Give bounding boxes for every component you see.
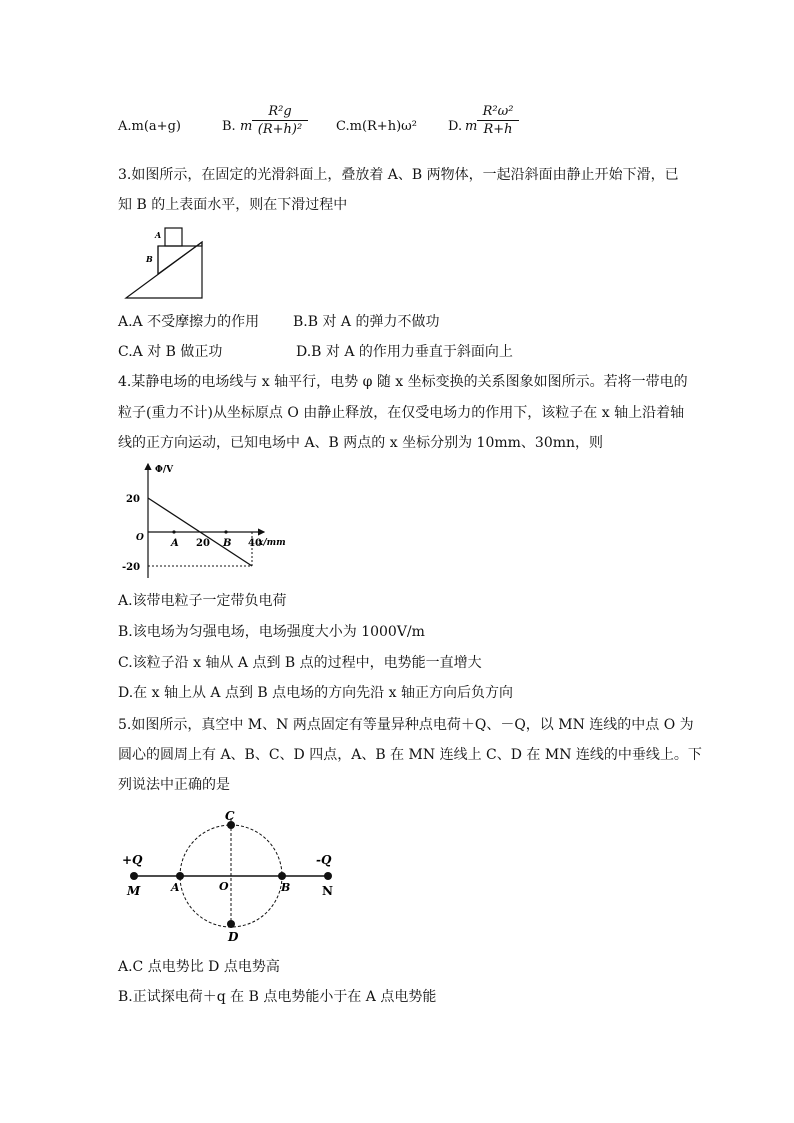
q2-option-b-fraction (252, 104, 308, 137)
q3-stem-line-1: 3.如图所示，在固定的光滑斜面上，叠放着 A、B 两物体，一起沿斜面由静止开始下滑，已 (118, 167, 679, 183)
point-label-b: B (223, 538, 232, 549)
point-a (172, 530, 175, 533)
q3-option-d: D.B 对 A 的作用力垂直于斜面向上 (296, 344, 513, 360)
q4-option-d: D.在 x 轴上从 A 点到 B 点电场的方向先沿 x 轴正方向后负方向 (118, 685, 513, 701)
q2-option-c: C.m(R+h)ω² (336, 119, 417, 134)
block-a (165, 228, 182, 246)
q4-option-c: C.该粒子沿 x 轴从 A 点到 B 点的过程中，电势能一直增大 (118, 655, 482, 671)
y-axis-label: Φ/V (155, 465, 174, 475)
point-a (176, 872, 184, 880)
origin-label: O (136, 533, 144, 543)
q5-stem-line-2: 圆心的圆周上有 A、B、C、D 四点，A、B 在 MN 连线上 C、D 在 MN 连线的中垂线上。下 (118, 747, 702, 763)
q2-option-d-mass: m (465, 119, 478, 134)
q4-potential-chart (118, 458, 298, 588)
q5-stem-line-1: 5.如图所示，真空中 M、N 两点固定有等量异种点电荷＋Q、－Q，以 MN 连线的中点 O 为 (118, 717, 694, 733)
q4-option-b: B.该电场为匀强电场，电场强度大小为 1000V/m (118, 624, 425, 640)
q4-stem-line-1: 4.某静电场的电场线与 x 轴平行，电势 φ 随 x 坐标变换的关系图象如图所示。若将一带电的 (118, 374, 688, 390)
x-tick-label: 40 (248, 538, 262, 549)
q5-charges-figure (118, 804, 348, 944)
q4-stem-line-2: 粒子(重力不计)从坐标原点 O 由静止释放，在仅受电场力的作用下，该粒子在 x 轴上沿着轴 (118, 405, 685, 421)
label-plus-q: +Q (122, 853, 143, 867)
label-c: C (225, 809, 235, 823)
x-axis-label: x/mm (258, 538, 286, 548)
label-o: O (219, 880, 229, 893)
q2-option-b-denominator: (R+h)² (257, 122, 303, 137)
label-a: A (155, 230, 162, 240)
point-label-a: A (171, 538, 179, 549)
point-m (130, 872, 138, 880)
q5-stem-line-3: 列说法中正确的是 (118, 777, 230, 793)
q2-option-b-numerator: R²g (268, 104, 292, 119)
q4-option-a: A.该带电粒子一定带负电荷 (118, 593, 287, 609)
y-tick-label: 20 (126, 494, 140, 505)
q3-stem-line-2: 知 B 的上表面水平，则在下滑过程中 (118, 197, 348, 213)
q3-incline-figure (118, 222, 208, 302)
label-m: M (127, 884, 141, 898)
label-b: B (146, 254, 153, 264)
x-tick-label: 20 (196, 538, 210, 549)
q2-option-d-prefix: D. (448, 119, 463, 134)
y-tick-label: -20 (122, 562, 141, 573)
q5-option-a: A.C 点电势比 D 点电势高 (118, 959, 280, 975)
q3-option-c: C.A 对 B 做正功 (118, 344, 223, 360)
q4-stem-line-3: 线的正方向运动，已知电场中 A、B 两点的 x 坐标分别为 10mm、30mn，则 (118, 435, 604, 451)
q3-option-a: A.A 不受摩擦力的作用 (118, 314, 260, 330)
block-b (158, 242, 202, 274)
label-d: D (228, 930, 239, 944)
point-d (227, 920, 235, 928)
label-minus-q: -Q (316, 853, 332, 867)
q2-option-b-mass: m (240, 119, 253, 134)
q2-option-d-denominator: R+h (483, 122, 513, 137)
q2-option-b-prefix: B. (222, 119, 236, 134)
q2-option-d-fraction (477, 104, 519, 137)
q3-option-b: B.B 对 A 的弹力不做功 (293, 314, 440, 330)
q2-option-d-numerator: R²ω² (482, 104, 514, 119)
point-b (278, 872, 286, 880)
point-b (224, 530, 227, 533)
label-n: N (322, 884, 333, 898)
label-a: A (171, 881, 180, 894)
point-n (324, 872, 332, 880)
label-b: B (281, 881, 291, 894)
q2-option-a: A.m(a+g) (118, 119, 181, 134)
q5-option-b: B.正试探电荷＋q 在 B 点电势能小于在 A 点电势能 (118, 989, 437, 1005)
